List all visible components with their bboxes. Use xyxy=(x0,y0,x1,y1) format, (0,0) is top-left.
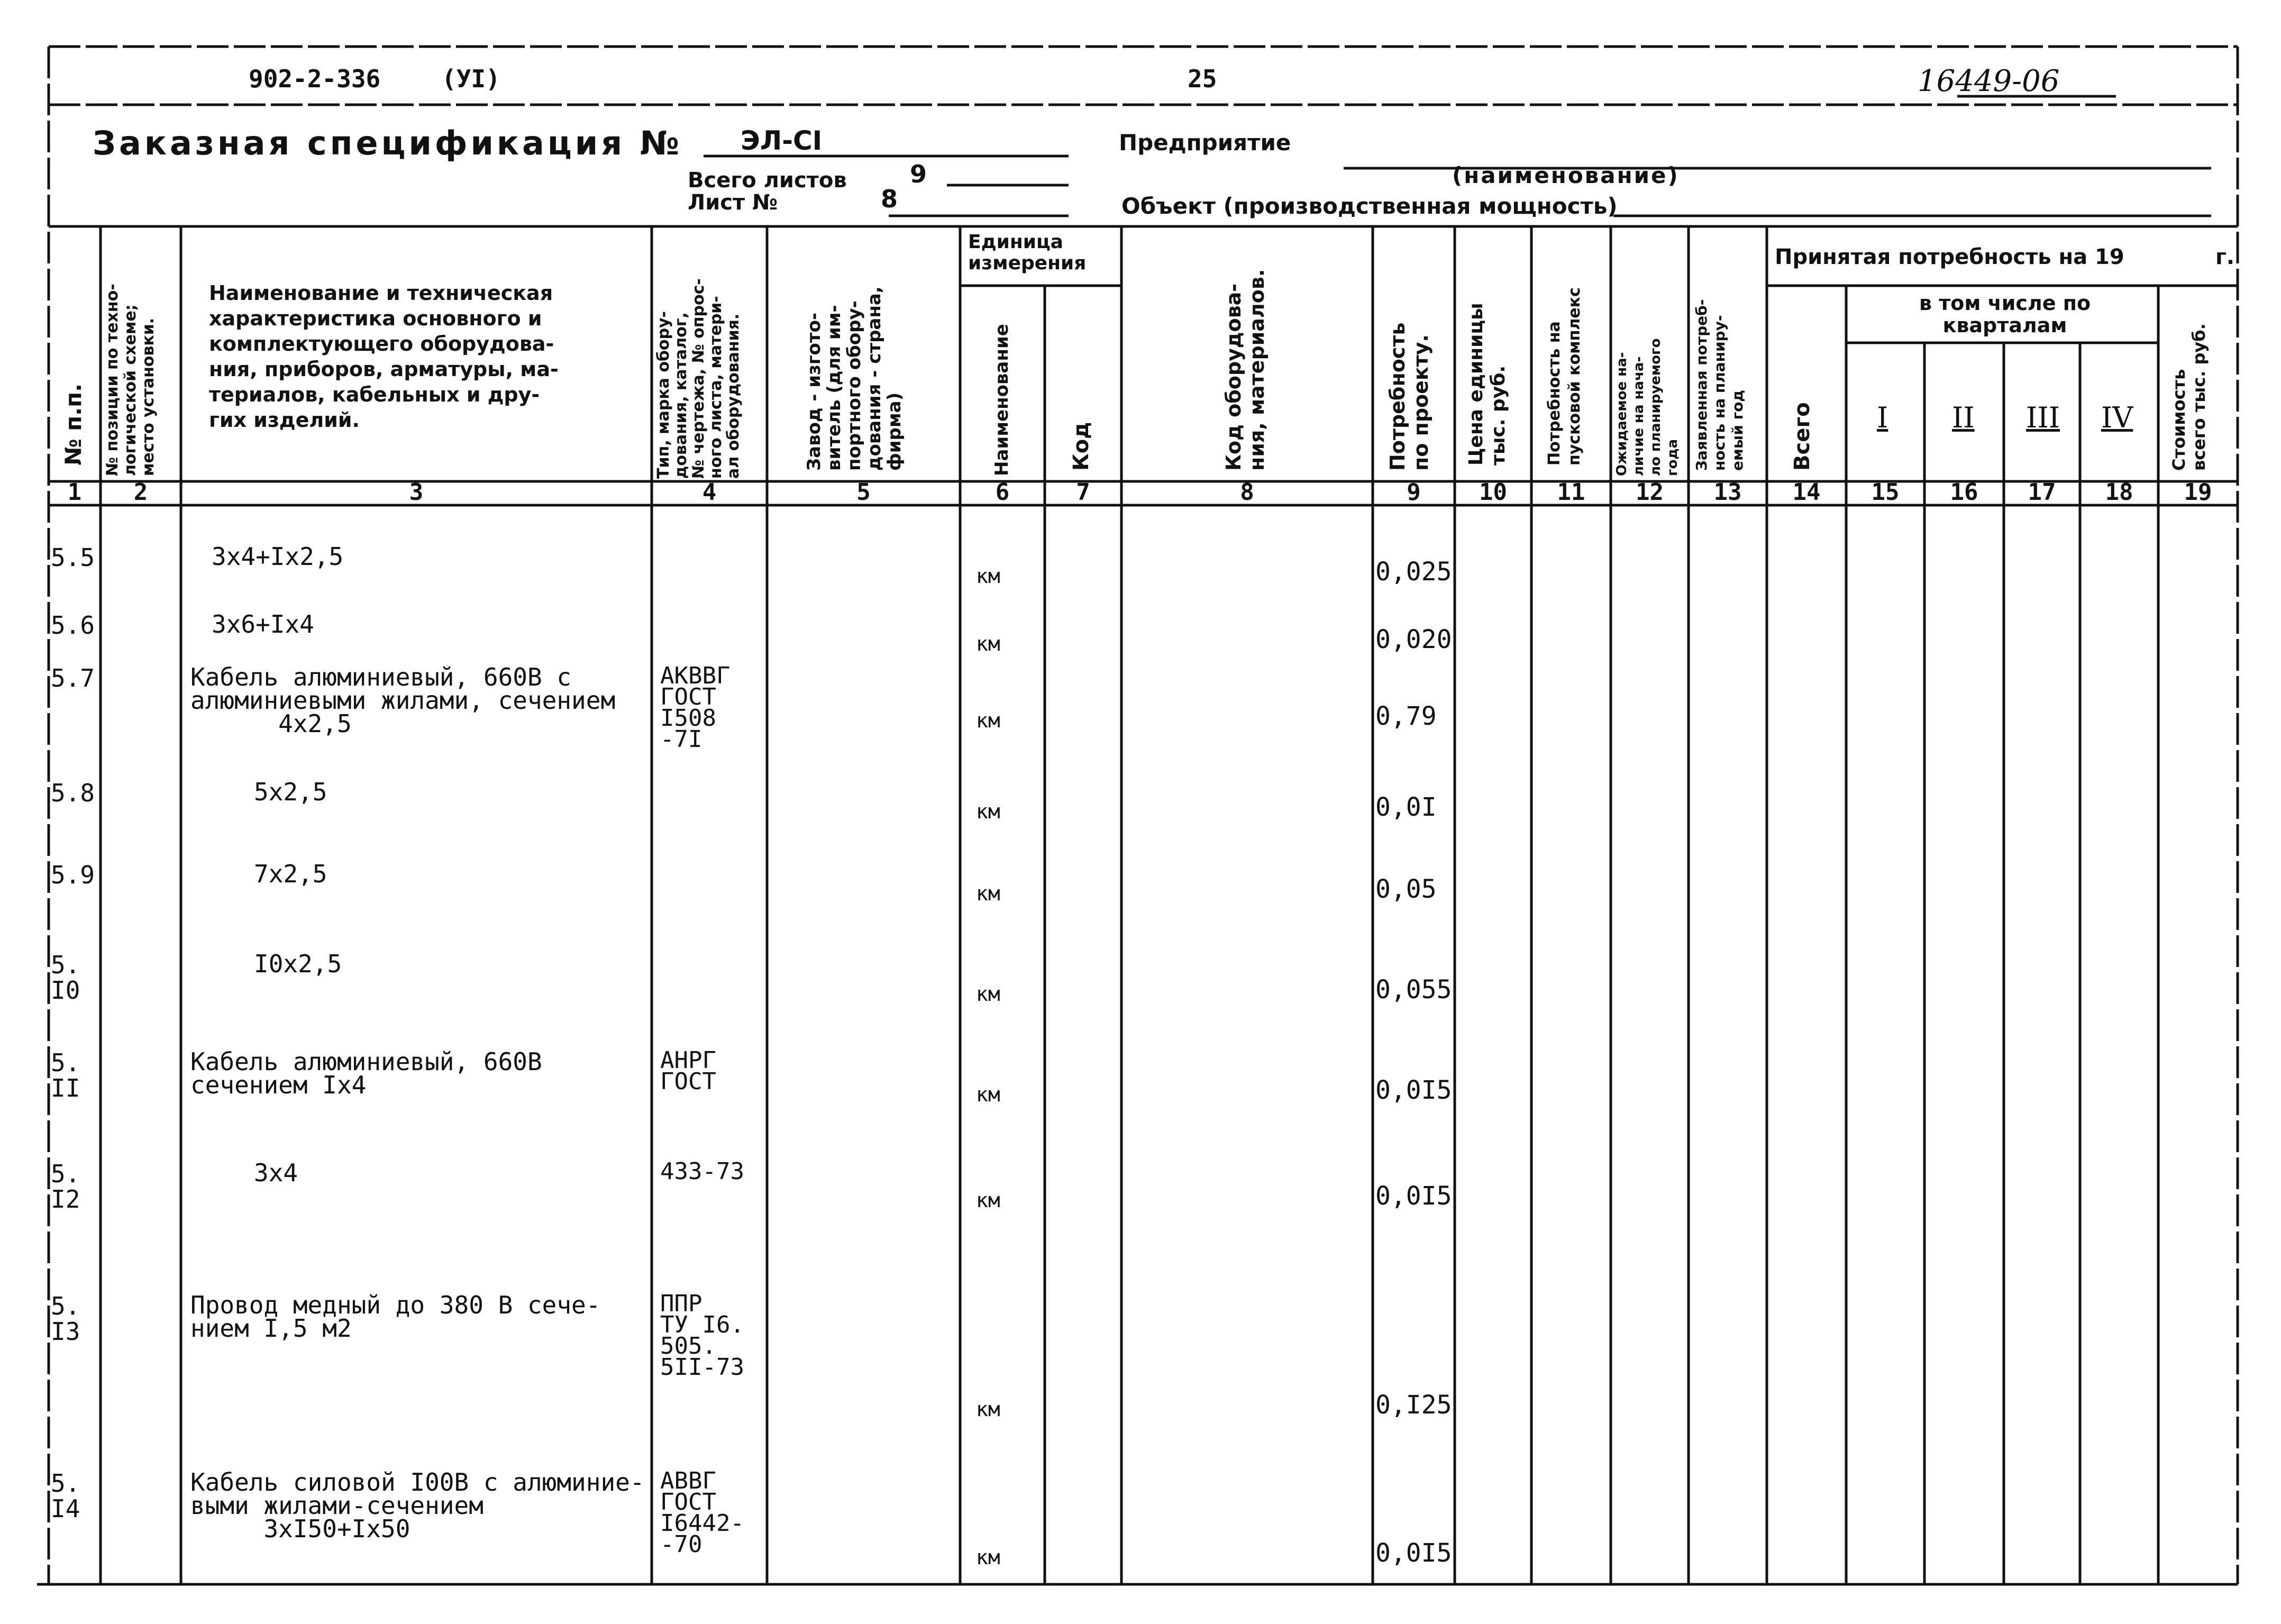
item-name: 3х4+Iх2,5 xyxy=(212,542,344,571)
item-name: Кабель алюминиевый, 660В с алюминиевыми жилами, сечением 4х2,5 xyxy=(190,663,616,738)
item-name: 3х4 xyxy=(254,1158,298,1187)
item-name: 7х2,5 xyxy=(254,860,327,888)
unit-name: км xyxy=(976,709,1000,732)
quantity: 0,055 xyxy=(1375,975,1452,1005)
col-14-header: Всего xyxy=(1790,402,1814,471)
col-4-header: Тип, марка обору- дования, каталог, № чертежа, № опрос- ного листа, матери- ал оборудования. xyxy=(654,278,743,479)
column-number: 12 xyxy=(1636,479,1664,506)
column-number: 4 xyxy=(702,479,717,506)
item-name: Провод медный до 380 В сече- нием I,5 м2 xyxy=(190,1291,601,1343)
col-15-header: I xyxy=(1877,401,1888,434)
quantity: 0,025 xyxy=(1375,557,1452,587)
quarter-group-header: в том числе по кварталам xyxy=(1919,291,2091,337)
item-name: Кабель алюминиевый, 660В сечением Iх4 xyxy=(190,1047,542,1099)
row-number: 5. I3 xyxy=(51,1292,80,1346)
col-19-header: Стоимость всего тыс. руб. xyxy=(2169,323,2209,471)
column-number: 1 xyxy=(67,479,82,506)
quantity: 0,05 xyxy=(1375,874,1437,904)
col-9-header: Потребность по проекту. xyxy=(1386,322,1433,471)
column-number: 17 xyxy=(2028,479,2056,506)
column-number: 14 xyxy=(1792,479,1821,506)
column-number: 8 xyxy=(1240,479,1254,506)
row-number: 5.9 xyxy=(51,861,95,889)
row-number: 5. I2 xyxy=(51,1160,80,1214)
object-label: Объект (производственная мощность) xyxy=(1121,193,1618,219)
item-name: 5х2,5 xyxy=(254,778,327,806)
unit-name: км xyxy=(976,1189,1000,1212)
archive-number: 16449-06 xyxy=(1918,64,2060,98)
col-17-header: III xyxy=(2026,401,2060,434)
item-type: АКВВГ ГОСТ I508 -7I xyxy=(660,662,731,753)
item-name: I0х2,5 xyxy=(254,950,342,978)
unit-name: км xyxy=(976,1546,1000,1569)
column-number: 18 xyxy=(2105,479,2133,506)
quantity: 0,0I xyxy=(1375,792,1437,822)
item-type: ППР ТУ I6. 505. 5II-73 xyxy=(660,1290,744,1381)
unit-name: км xyxy=(976,800,1000,823)
item-type: АНРГ ГОСТ xyxy=(660,1047,716,1095)
col-10-header: Цена единицы тыс. руб. xyxy=(1465,303,1509,466)
total-sheets-value: 9 xyxy=(910,160,927,188)
quantity: 0,020 xyxy=(1375,625,1452,654)
col-8-header: Код оборудова- ния, материалов. xyxy=(1222,269,1269,471)
item-name: 3х6+Iх4 xyxy=(212,610,314,638)
sheet-value: 8 xyxy=(881,185,898,213)
enterprise-caption: (наименование) xyxy=(1452,162,1680,188)
item-type: 433-73 xyxy=(660,1158,744,1185)
row-number: 5. I4 xyxy=(51,1469,80,1523)
document-part: (УI) xyxy=(442,65,500,93)
unit-name: км xyxy=(976,882,1000,905)
col-6-header: Наименование xyxy=(991,324,1012,476)
row-number: 5.5 xyxy=(51,543,95,572)
column-number: 7 xyxy=(1076,479,1090,506)
column-number: 5 xyxy=(856,479,871,506)
col-1-header: № п.п. xyxy=(60,383,86,466)
accepted-demand-header: Принятая потребность на 19 xyxy=(1775,245,2124,269)
column-number: 6 xyxy=(995,479,1010,506)
sheet-label: Лист № xyxy=(688,190,778,215)
quantity: 0,0I5 xyxy=(1375,1181,1452,1211)
col-2-header: № позиции по техно- логической схеме; место установки. xyxy=(103,284,158,476)
item-type: АВВГ ГОСТ I6442- -70 xyxy=(660,1467,744,1558)
column-number: 19 xyxy=(2184,479,2212,506)
unit-name: км xyxy=(976,1083,1000,1106)
row-number: 5. II xyxy=(51,1048,80,1102)
column-number: 16 xyxy=(1950,479,1978,506)
column-number: 11 xyxy=(1557,479,1585,506)
total-sheets-label: Всего листов xyxy=(688,168,847,193)
column-number: 15 xyxy=(1871,479,1900,506)
column-number: 9 xyxy=(1407,479,1421,506)
column-number: 13 xyxy=(1713,479,1742,506)
column-number: 2 xyxy=(133,479,148,506)
column-number: 10 xyxy=(1479,479,1507,506)
quantity: 0,0I5 xyxy=(1375,1075,1452,1105)
page-title: Заказная спецификация № xyxy=(93,124,683,162)
quantity: 0,I25 xyxy=(1375,1390,1452,1420)
quantity: 0,79 xyxy=(1375,701,1437,731)
col-18-header: IV xyxy=(2101,401,2133,434)
col-12-header: Ожидаемое на- личие на нача- ло планируемого года xyxy=(1614,338,1681,476)
quantity: 0,0I5 xyxy=(1375,1538,1452,1568)
page-number: 25 xyxy=(1188,65,1217,93)
accepted-demand-year-suffix: г. xyxy=(2215,245,2235,269)
col-16-header: II xyxy=(1952,401,1975,434)
row-number: 5.7 xyxy=(51,664,95,692)
col-5-header: Завод - изгото- витель (для им- портного обору- дования - страна, фирма) xyxy=(804,286,905,471)
unit-name: км xyxy=(976,1398,1000,1421)
col-13-header: Заявленная потреб- ность на планиру- емый год xyxy=(1693,299,1746,471)
enterprise-label: Предприятие xyxy=(1119,130,1291,156)
unit-name: км xyxy=(976,982,1000,1006)
row-number: 5.6 xyxy=(51,611,95,640)
unit-name: км xyxy=(976,564,1000,588)
item-name: Кабель силовой I00В с алюминие- выми жилами-сечением 3хI50+Iх50 xyxy=(190,1468,645,1543)
unit-group-header: Единица измерения xyxy=(968,231,1087,274)
column-number: 3 xyxy=(409,479,424,506)
col-11-header: Потребность на пусковой комплекс xyxy=(1545,287,1584,466)
row-number: 5. I0 xyxy=(51,951,80,1005)
row-number: 5.8 xyxy=(51,779,95,807)
document-code: 902-2-336 xyxy=(249,65,381,93)
unit-name: км xyxy=(976,632,1000,655)
col-3-header: Наименование и техническая характеристика основного и комплектующего оборудова- ния, приборов, арматуры, ма- териалов, кабельных и дру- гих изделий. xyxy=(209,281,559,432)
col-7-header: Код xyxy=(1069,422,1093,471)
spec-number: ЭЛ-СI xyxy=(741,125,823,156)
